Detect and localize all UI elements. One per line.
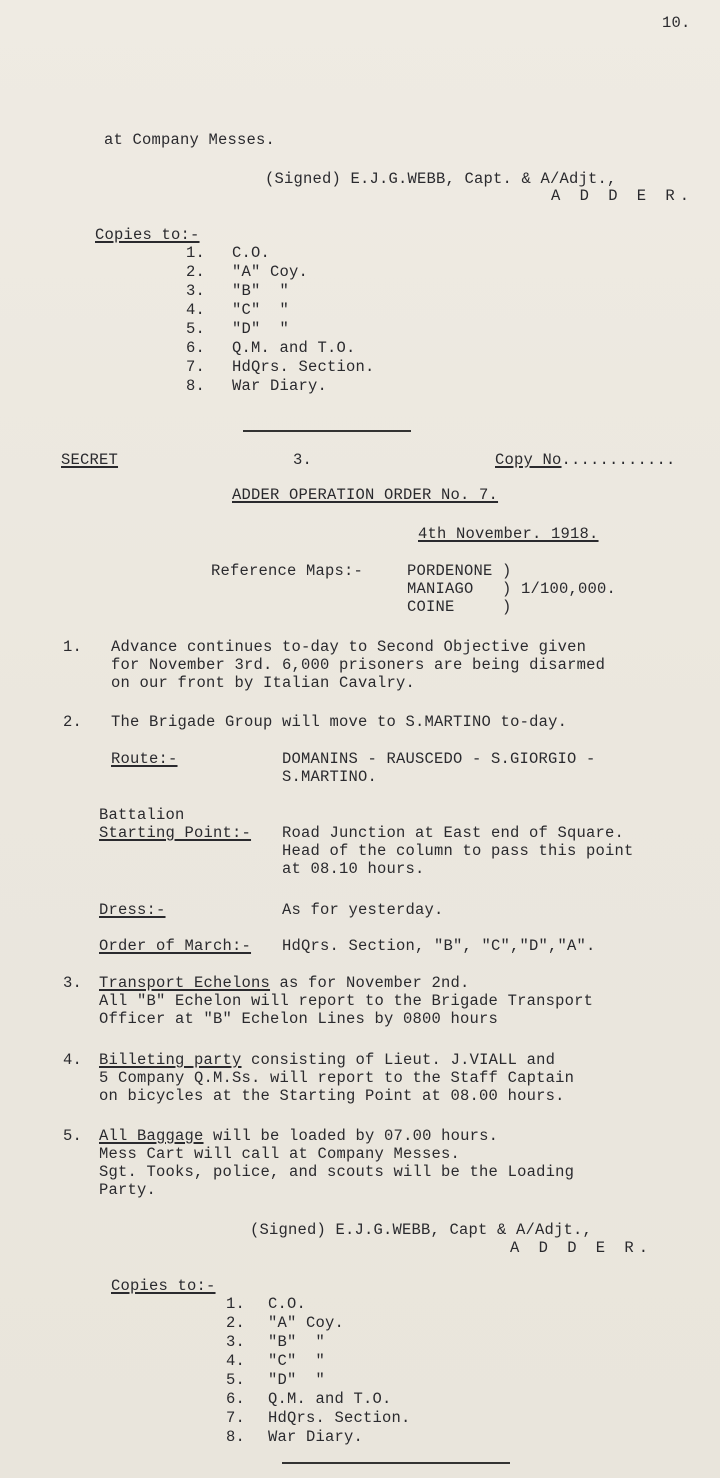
para-5-line: Party. [99, 1181, 157, 1199]
copy-recipient: "D" " [232, 320, 290, 338]
para-4-first-line [99, 1051, 555, 1069]
para-5-line: Mess Cart will call at Company Messes. [99, 1145, 461, 1163]
copy-number: 4. [226, 1352, 246, 1370]
copy-no [495, 451, 676, 469]
order-of-march-text: HdQrs. Section, "B", "C","D","A". [282, 937, 596, 955]
route-line: DOMANINS - RAUSCEDO - S.GIORGIO - [282, 750, 596, 768]
para-1-line: Advance continues to-day to Second Objective given [111, 638, 587, 656]
starting-point-line: Road Junction at East end of Square. [282, 824, 625, 842]
para-5-heading: All Baggage [99, 1127, 204, 1145]
para-4-number: 4. [63, 1051, 83, 1069]
copies-label: Copies to:- [111, 1277, 216, 1295]
copy-number: 1. [226, 1295, 246, 1313]
para-5-heading-rest: will be loaded by 07.00 hours. [203, 1127, 499, 1145]
para-4-heading: Billeting party [99, 1051, 242, 1069]
copy-no-blank: ............ [561, 451, 676, 469]
copy-recipient: "A" Coy. [232, 263, 309, 281]
para-3-heading-rest: as for November 2nd. [270, 974, 470, 992]
signature-line: (Signed) E.J.G.WEBB, Capt & A/Adjt., [250, 1221, 593, 1239]
para-3-number: 3. [63, 974, 83, 992]
order-title: ADDER OPERATION ORDER No. 7. [232, 486, 499, 504]
order-of-march-label: Order of March:- [99, 937, 252, 955]
copy-number: 2. [186, 263, 206, 281]
para-3-line: All "B" Echelon will report to the Brigade Transport [99, 992, 594, 1010]
copy-recipient: "C" " [268, 1352, 326, 1370]
copy-number: 6. [226, 1390, 246, 1408]
para-1-number: 1. [63, 638, 83, 656]
copy-recipient: War Diary. [268, 1428, 364, 1446]
copy-number: 5. [226, 1371, 246, 1389]
copy-recipient: C.O. [232, 244, 271, 262]
battalion-label: Battalion [99, 806, 185, 824]
signature-unit: A D D E R. [551, 187, 695, 205]
copy-recipient: War Diary. [232, 377, 328, 395]
para-1-line: for November 3rd. 6,000 prisoners are being disarmed [111, 656, 606, 674]
starting-point-label: Starting Point:- [99, 824, 252, 842]
map-pordenone: PORDENONE ) [407, 562, 512, 580]
order-date: 4th November. 1918. [418, 525, 599, 543]
dress-text: As for yesterday. [282, 901, 444, 919]
copy-number: 6. [186, 339, 206, 357]
signature-unit: A D D E R. [510, 1239, 654, 1257]
classification: SECRET [61, 451, 119, 469]
copy-number: 8. [226, 1428, 246, 1446]
signature-line: (Signed) E.J.G.WEBB, Capt. & A/Adjt., [265, 170, 617, 188]
copy-recipient: HdQrs. Section. [232, 358, 375, 376]
para-1-line: on our front by Italian Cavalry. [111, 674, 416, 692]
para-5-number: 5. [63, 1127, 83, 1145]
route-label: Route:- [111, 750, 178, 768]
closing-line: at Company Messes. [104, 131, 276, 149]
map-coine: COINE ) [407, 598, 512, 616]
para-2-number: 2. [63, 713, 83, 731]
reference-maps-label: Reference Maps:- [211, 562, 364, 580]
copy-number: 3. [186, 282, 206, 300]
copy-number: 3. [226, 1333, 246, 1351]
order-number: 3. [293, 451, 313, 469]
copy-recipient: "A" Coy. [268, 1314, 345, 1332]
para-4-line: on bicycles at the Starting Point at 08.00 hours. [99, 1087, 565, 1105]
route-line: S.MARTINO. [282, 768, 378, 786]
page-number: 10. [662, 14, 691, 32]
copies-label: Copies to:- [95, 226, 200, 244]
starting-point-line: at 08.10 hours. [282, 860, 425, 878]
copy-recipient: "D" " [268, 1371, 326, 1389]
copy-recipient: HdQrs. Section. [268, 1409, 411, 1427]
copy-number: 7. [186, 358, 206, 376]
copy-no-label: Copy No [495, 451, 562, 469]
copy-recipient: Q.M. and T.O. [268, 1390, 392, 1408]
copy-recipient: "B" " [232, 282, 290, 300]
copy-number: 8. [186, 377, 206, 395]
copy-recipient: "B" " [268, 1333, 326, 1351]
copy-number: 2. [226, 1314, 246, 1332]
para-4-heading-rest: consisting of Lieut. J.VIALL and [241, 1051, 556, 1069]
copy-recipient: Q.M. and T.O. [232, 339, 356, 357]
starting-point-line: Head of the column to pass this point [282, 842, 634, 860]
copy-number: 4. [186, 301, 206, 319]
section-divider [282, 1462, 510, 1464]
para-5-first-line [99, 1127, 498, 1145]
para-2-text: The Brigade Group will move to S.MARTINO to-day. [111, 713, 568, 731]
copy-recipient: "C" " [232, 301, 290, 319]
copy-number: 7. [226, 1409, 246, 1427]
map-maniago: MANIAGO ) 1/100,000. [407, 580, 617, 598]
copy-recipient: C.O. [268, 1295, 307, 1313]
para-5-line: Sgt. Tooks, police, and scouts will be the Loading [99, 1163, 575, 1181]
para-3-line: Officer at "B" Echelon Lines by 0800 hours [99, 1010, 499, 1028]
dress-label: Dress:- [99, 901, 166, 919]
section-divider [243, 430, 411, 432]
para-3-heading: Transport Echelons [99, 974, 271, 992]
copy-number: 1. [186, 244, 206, 262]
para-3-first-line [99, 974, 470, 992]
copy-number: 5. [186, 320, 206, 338]
para-4-line: 5 Company Q.M.Ss. will report to the Staff Captain [99, 1069, 575, 1087]
